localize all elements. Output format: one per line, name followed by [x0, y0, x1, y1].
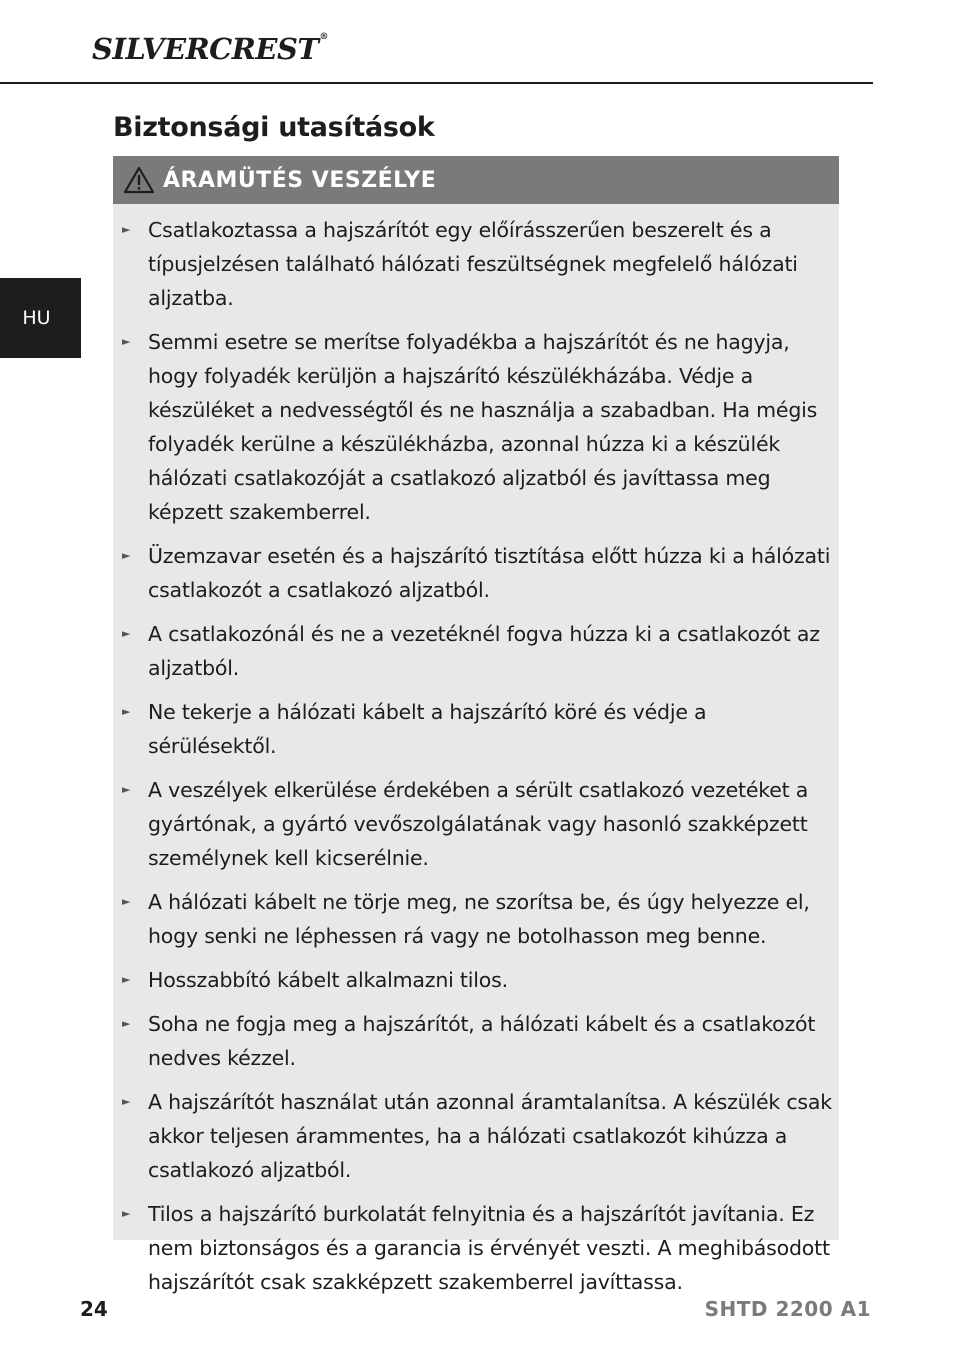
list-item — [113, 885, 839, 953]
list-item-text: A hálózati kábelt ne törje meg, ne szorítsa be, és úgy helyezze el, hogy senki ne léphessen rá vagy ne botolhasson meg benne. — [148, 890, 810, 948]
arrow-right-icon: ► — [122, 705, 131, 718]
section-title: Biztonsági utasítások — [113, 112, 435, 143]
arrow-right-icon: ► — [122, 1095, 131, 1108]
brand-name: SILVERCREST — [92, 32, 319, 66]
list-item — [113, 617, 839, 685]
list-item — [113, 963, 839, 997]
list-item-text: Semmi esetre se merítse folyadékba a hajszárítót és ne hagyja, hogy folyadék kerüljön a hajszárító készülékházába. Védje a készüléket a nedvességtől és ne használja a szabadban. Ha mégis folyadék kerülne a készülékházba, azonnal húzza ki a készülék hálózati csatlakozóját a csatlakozó aljzatból és javíttassa meg képzett szakemberrel. — [148, 330, 818, 524]
list-item — [113, 773, 839, 875]
registered-mark: ® — [319, 32, 328, 42]
page-number: 24 — [80, 1297, 108, 1321]
list-item-text: Hosszabbító kábelt alkalmazni tilos. — [148, 968, 508, 992]
language-tab — [0, 278, 81, 358]
warning-list — [113, 204, 839, 1299]
language-tab-label: HU — [22, 307, 51, 329]
warning-title: ÁRAMÜTÉS VESZÉLYE — [163, 167, 437, 193]
arrow-right-icon: ► — [122, 973, 131, 986]
list-item — [113, 695, 839, 763]
list-item-text: A csatlakozónál és ne a vezetéknél fogva húzza ki a csatlakozót az aljzatból. — [148, 622, 820, 680]
header-divider — [0, 82, 873, 84]
list-item-text: Soha ne fogja meg a hajszárítót, a hálózati kábelt és a csatlakozót nedves kézzel. — [148, 1012, 816, 1070]
warning-triangle-icon — [123, 166, 155, 194]
arrow-right-icon: ► — [122, 335, 131, 348]
warning-header — [113, 156, 839, 204]
arrow-right-icon: ► — [122, 895, 131, 908]
list-item-text: A hajszárítót használat után azonnal áramtalanítsa. A készülék csak akkor teljesen árammentes, ha a hálózati csatlakozót kihúzza a csatlakozó aljzatból. — [148, 1090, 832, 1182]
arrow-right-icon: ► — [122, 549, 131, 562]
warning-box — [113, 156, 839, 1294]
list-item-text: Üzemzavar esetén és a hajszárító tisztítása előtt húzza ki a hálózati csatlakozót a csatlakozó aljzatból. — [148, 544, 831, 602]
list-item — [113, 1085, 839, 1187]
list-item-text: Csatlakoztassa a hajszárítót egy előírásszerűen beszerelt és a típusjelzésen található hálózati feszültségnek megfelelő hálózati aljzatba. — [148, 218, 798, 310]
list-item-text: Tilos a hajszárító burkolatát felnyitnia és a hajszárítót javítania. Ez nem biztonságos és a garancia is érvényét veszti. A meghibásodott hajszárítót csak szakképzett szakemberrel javíttassa. — [148, 1202, 830, 1294]
list-item — [113, 1197, 839, 1299]
arrow-right-icon: ► — [122, 1017, 131, 1030]
arrow-right-icon: ► — [122, 627, 131, 640]
list-item — [113, 1007, 839, 1075]
model-number: SHTD 2200 A1 — [704, 1297, 871, 1321]
arrow-right-icon: ► — [122, 223, 131, 236]
brand-logo — [92, 32, 328, 66]
list-item-text: A veszélyek elkerülése érdekében a sérült csatlakozó vezetéket a gyártónak, a gyártó vevőszolgálatának vagy hasonló szakképzett személynek kell kicserélnie. — [148, 778, 809, 870]
arrow-right-icon: ► — [122, 783, 131, 796]
list-item — [113, 213, 839, 315]
list-item — [113, 539, 839, 607]
arrow-right-icon: ► — [122, 1207, 131, 1220]
list-item-text: Ne tekerje a hálózati kábelt a hajszárító köré és védje a sérülésektől. — [148, 700, 707, 758]
list-item — [113, 325, 839, 529]
